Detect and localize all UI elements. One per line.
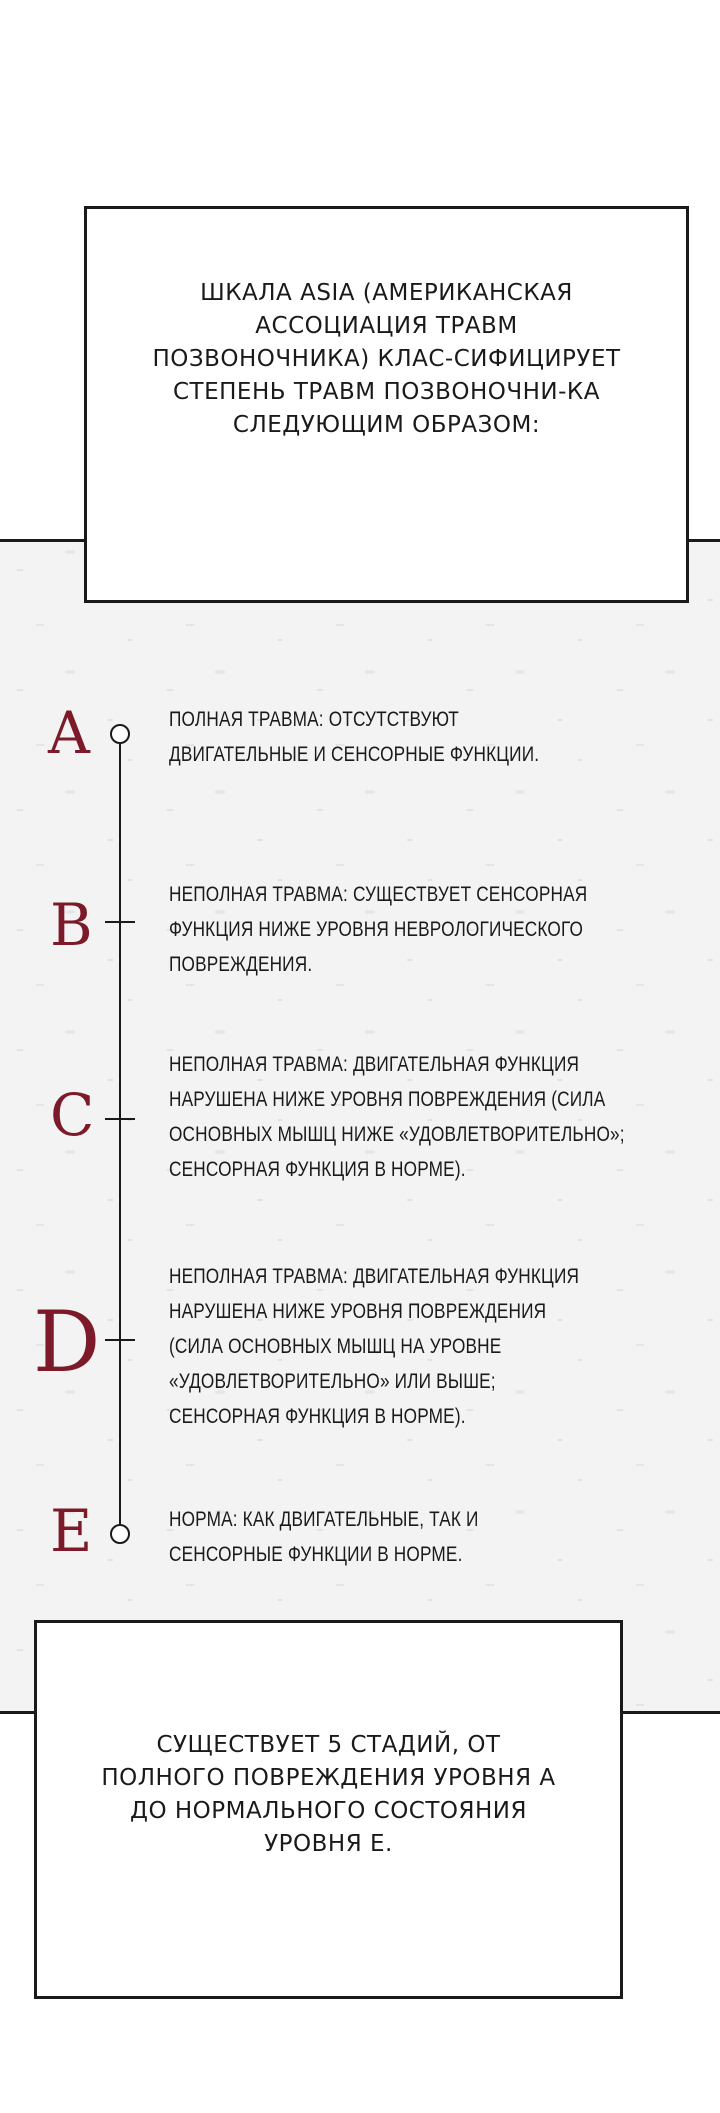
grade-description-e: НОРМА: КАК ДВИГАТЕЛЬНЫЕ, ТАК И СЕНСОРНЫЕ ФУНКЦИИ В НОРМЕ. [169, 1508, 479, 1566]
grade-letter-a: A [48, 699, 90, 767]
grade-letter-e: E [50, 1497, 93, 1565]
grade-description-b: НЕПОЛНАЯ ТРАВМА: СУЩЕСТВУЕТ СЕНСОРНАЯ ФУНКЦИЯ НИЖЕ УРОВНЯ НЕВРОЛОГИЧЕСКОГО ПОВРЕЖДЕНИЯ. [169, 883, 588, 976]
timeline-node-end [110, 1524, 130, 1544]
conclusion-caption-text: СУЩЕСТВУЕТ 5 СТАДИЙ, ОТ ПОЛНОГО ПОВРЕЖДЕНИЯ УРОВНЯ A ДО НОРМАЛЬНОГО СОСТОЯНИЯ УРОВНЯ E. [101, 1731, 556, 1857]
timeline-tick-c [105, 1118, 135, 1120]
grade-description-d: НЕПОЛНАЯ ТРАВМА: ДВИГАТЕЛЬНАЯ ФУНКЦИЯ НАРУШЕНА НИЖЕ УРОВНЯ ПОВРЕЖДЕНИЯ (СИЛА ОСНОВНЫХ МЫШЦ НА УРОВНЕ «УДОВЛЕТВОРИТЕЛЬНО» ИЛИ ВЫШЕ; СЕНСОРНАЯ ФУНКЦИЯ В НОРМЕ). [169, 1265, 580, 1428]
timeline-tick-d [105, 1339, 135, 1341]
timeline-line [119, 733, 121, 1534]
timeline-tick-b [105, 921, 135, 923]
intro-caption-text: ШКАЛА ASIA (АМЕРИКАНСКАЯ АССОЦИАЦИЯ ТРАВМ ПОЗВОНОЧНИКА) КЛАС-СИФИЦИРУЕТ СТЕПЕНЬ ТРАВМ ПОЗВОНОЧНИ-КА СЛЕДУЮЩИМ ОБРАЗОМ: [152, 280, 621, 438]
grade-letter-c: C [50, 1081, 95, 1149]
intro-caption-box [84, 206, 689, 603]
grade-letter-d: D [33, 1293, 101, 1391]
conclusion-caption-box [34, 1620, 623, 1999]
grade-description-c: НЕПОЛНАЯ ТРАВМА: ДВИГАТЕЛЬНАЯ ФУНКЦИЯ НАРУШЕНА НИЖЕ УРОВНЯ ПОВРЕЖДЕНИЯ (СИЛА ОСНОВНЫХ МЫШЦ НИЖЕ «УДОВЛЕТВОРИТЕЛЬНО»; СЕНСОРНАЯ ФУНКЦИЯ В НОРМЕ). [169, 1053, 625, 1181]
timeline-node-start [110, 724, 130, 744]
grade-description-a: ПОЛНАЯ ТРАВМА: ОТСУТСТВУЮТ ДВИГАТЕЛЬНЫЕ И СЕНСОРНЫЕ ФУНКЦИИ. [169, 708, 540, 766]
grade-letter-b: B [50, 891, 93, 959]
